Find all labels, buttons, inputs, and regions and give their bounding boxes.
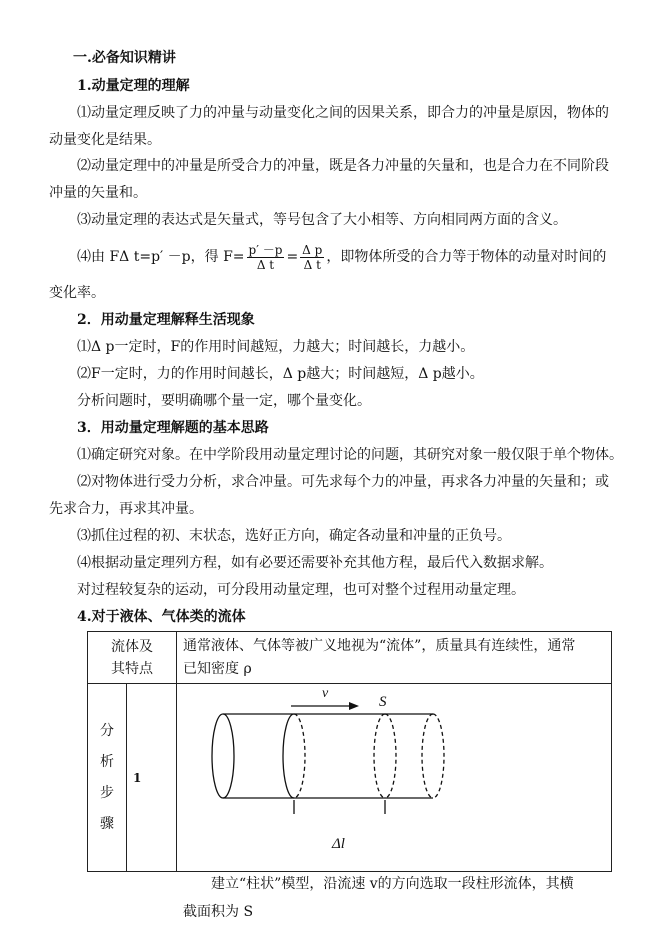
paragraph: 变化率。 bbox=[49, 285, 105, 301]
section-heading: 一.必备知识精讲 bbox=[73, 50, 176, 66]
cell-text: 建立“柱状”模型，沿流速 v的方向选取一段柱形流体，其横 bbox=[211, 876, 574, 892]
paragraph: ⑵对物体进行受力分析，求合冲量。可先求每个力的冲量，再求各力冲量的矢量和；或 bbox=[77, 474, 609, 490]
cylinder-left-end bbox=[212, 714, 234, 798]
cell-text: 其特点 bbox=[111, 660, 153, 677]
section-3-title: 3．用动量定理解题的基本思路 bbox=[77, 420, 269, 436]
cell-text: 析 bbox=[100, 753, 114, 770]
section-1-title: 1.动量定理的理解 bbox=[77, 78, 190, 94]
table-header-cell bbox=[88, 632, 177, 684]
paragraph: 先求合力，再求其冲量。 bbox=[49, 501, 203, 517]
paragraph: ⑴确定研究对象。在中学阶段用动量定理讨论的问题，其研究对象一般仅限于单个物体。 bbox=[77, 447, 623, 463]
step-number-cell bbox=[127, 684, 177, 872]
fraction-denominator: Δ t bbox=[303, 257, 321, 272]
formula-text: ，即物体所受的合力等于物体的动量对时间的 bbox=[326, 249, 607, 265]
slice-left-back bbox=[294, 714, 305, 798]
section-2-title: 2．用动量定理解释生活现象 bbox=[77, 312, 255, 328]
paragraph: ⑵F一定时，力的作用时间越长，Δ p越大；时间越短，Δ p越小。 bbox=[77, 366, 484, 382]
analysis-steps-label bbox=[88, 684, 127, 872]
cell-text: 通常液体、气体等被广义地视为“流体”，质量具有连续性，通常 bbox=[183, 638, 576, 654]
cylinder-right-end bbox=[433, 714, 444, 798]
cell-text: 骤 bbox=[100, 815, 114, 832]
cell-text: 步 bbox=[100, 784, 114, 801]
formula-text: ⑷由 FΔ t=p′ －p，得 F= bbox=[77, 249, 245, 265]
cylinder-diagram bbox=[177, 684, 607, 814]
slice-left-front bbox=[283, 714, 294, 798]
paragraph: ⑴Δ p一定时，F的作用时间越短，力越大；时间越长，力越小。 bbox=[77, 339, 475, 355]
fraction bbox=[300, 243, 324, 272]
slice-right-back bbox=[385, 714, 396, 798]
slice-right-front bbox=[374, 714, 385, 798]
section-4-title: 4.对于液体、气体类的流体 bbox=[77, 609, 246, 625]
step-1-text bbox=[183, 870, 574, 926]
paragraph: ⑷根据动量定理列方程，如有必要还需要补充其他方程，最后代入数据求解。 bbox=[77, 555, 553, 571]
step-number: 1 bbox=[133, 770, 142, 785]
paragraph: ⑴动量定理反映了力的冲量与动量变化之间的因果关系，即合力的冲量是原因，物体的 bbox=[77, 105, 609, 121]
step-content-cell bbox=[177, 684, 612, 920]
cell-text: 截面积为 S bbox=[183, 904, 254, 920]
table-row bbox=[88, 684, 612, 872]
cylinder-right-end-inner bbox=[422, 714, 433, 798]
paragraph: 对过程较复杂的运动，可分段用动量定理，也可对整个过程用动量定理。 bbox=[77, 582, 525, 598]
area-label: S bbox=[379, 694, 387, 710]
velocity-label: v bbox=[322, 686, 329, 701]
formula-line bbox=[77, 240, 606, 274]
fraction bbox=[247, 243, 285, 272]
fraction-numerator: p′ －p bbox=[248, 242, 283, 257]
paragraph: 动量变化是结果。 bbox=[49, 132, 161, 148]
fraction-denominator: Δ t bbox=[256, 257, 275, 272]
table-cell bbox=[177, 632, 612, 684]
fraction-numerator: Δ p bbox=[302, 242, 323, 257]
paragraph: 分析问题时，要明确哪个量一定，哪个量变化。 bbox=[77, 393, 371, 409]
paragraph: ⑵动量定理中的冲量是所受合力的冲量，既是各力冲量的矢量和，也是合力在不同阶段 bbox=[77, 158, 609, 174]
table-row bbox=[88, 632, 612, 684]
cell-text: 流体及 bbox=[111, 638, 153, 655]
cell-text: 已知密度 ρ bbox=[183, 661, 252, 677]
cell-text: 分 bbox=[100, 722, 114, 739]
paragraph: 冲量的矢量和。 bbox=[49, 185, 147, 201]
paragraph: ⑶抓住过程的初、末状态，选好正方向，确定各动量和冲量的正负号。 bbox=[77, 528, 511, 544]
paragraph: ⑶动量定理的表达式是矢量式，等号包含了大小相等、方向相同两方面的含义。 bbox=[77, 212, 567, 228]
velocity-arrow-head bbox=[349, 702, 359, 710]
length-label: Δl bbox=[332, 836, 345, 852]
equals-sign: = bbox=[286, 249, 299, 265]
fluid-table bbox=[87, 631, 612, 920]
